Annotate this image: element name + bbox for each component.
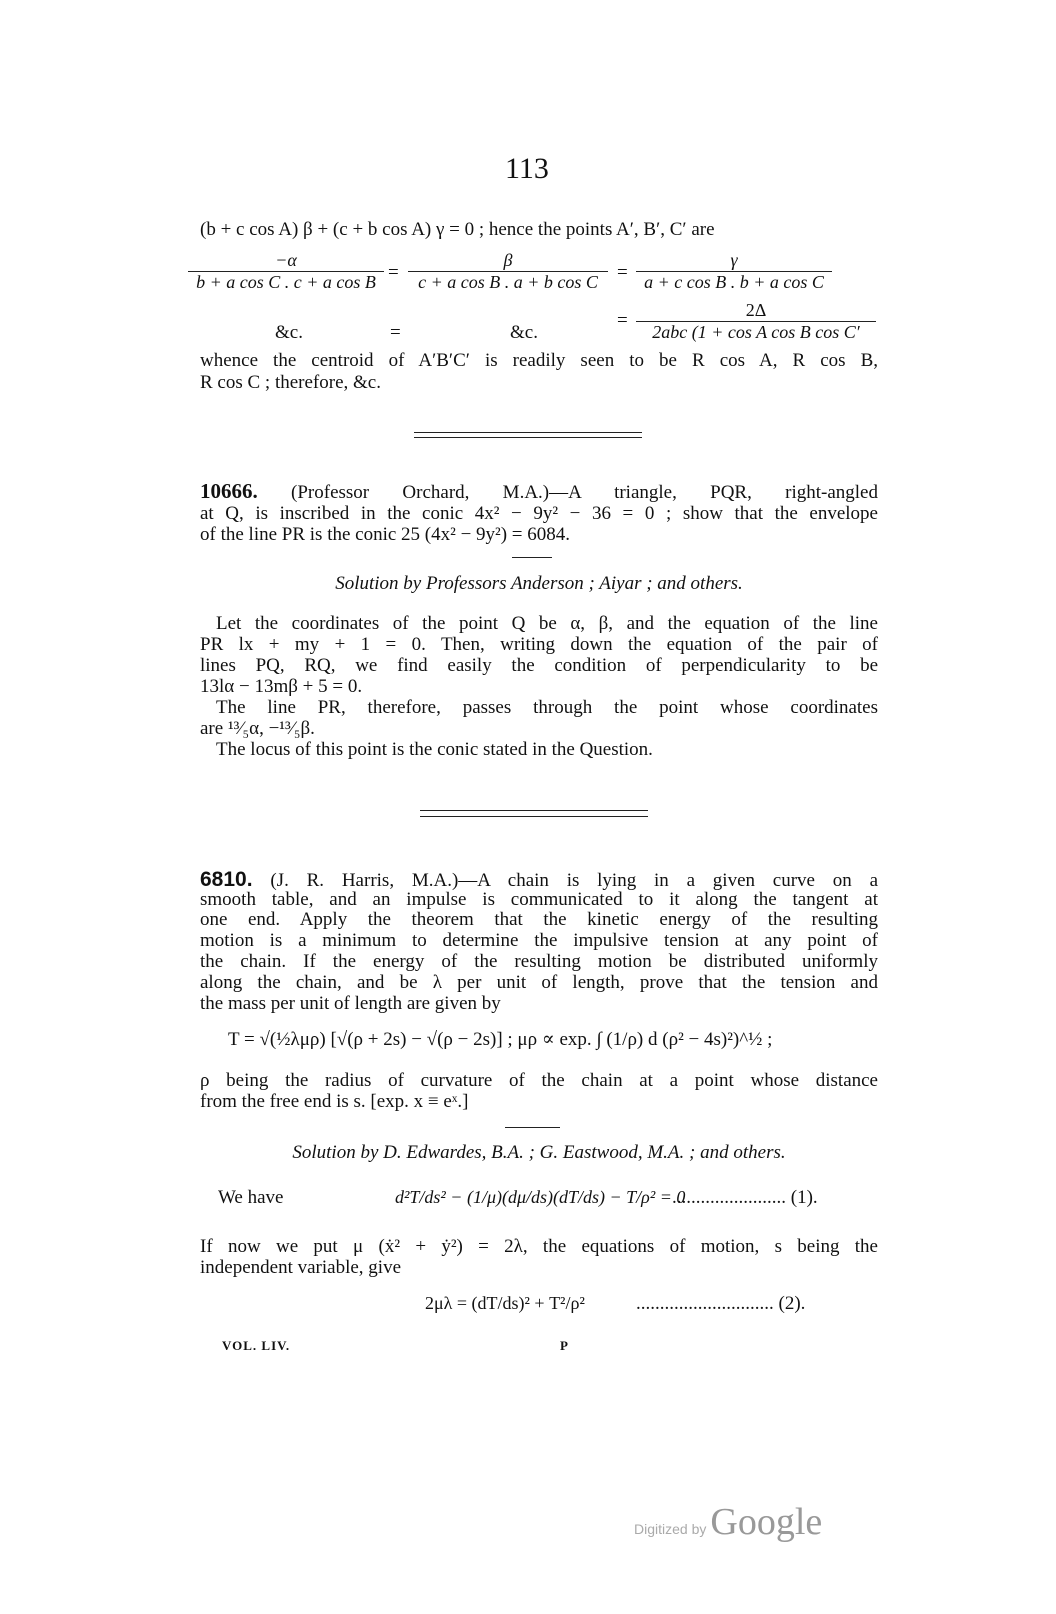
fraction: 2Δ 2abc (1 + cos A cos B cos C′ — [636, 300, 876, 342]
fraction: $\frac{\beta}{\text{c + a cos B . a + b cos C}}$ — [408, 250, 608, 292]
divider — [414, 437, 642, 438]
question-line: at Q, is inscribed in the conic 4x² − 9y² − 36 = 0 ; show that the envelope — [200, 503, 878, 524]
etc: &c. — [510, 322, 538, 343]
solution-by: Solution by Professors Anderson ; Aiyar ; and others. — [335, 573, 743, 594]
equation-2: 2μλ = (dT/ds)² + T²/ρ² — [425, 1293, 585, 1313]
question-line: 10666. (Professor Orchard, M.A.)—A triangle, PQR, right-angled — [200, 479, 878, 503]
body-line: independent variable, give — [200, 1257, 402, 1278]
equals: = — [617, 262, 628, 283]
divider — [414, 432, 642, 433]
body-line: The line PR, therefore, passes through the point whose coordinates — [216, 697, 878, 718]
question-number: 10666. — [200, 479, 258, 503]
signature-mark: P — [560, 1338, 568, 1353]
equals: = — [388, 262, 399, 283]
equals: = — [617, 310, 628, 331]
formula: T = √(½λμρ) [√(ρ + 2s) − √(ρ − 2s)] ; μρ ∝ exp. ∫ (1/ρ) d (ρ² − 4s)²)^½ ; — [228, 1029, 773, 1050]
question-line: the chain. If the energy of the resulting motion be distributed uniformly — [200, 951, 878, 972]
solution-by: Solution by D. Edwardes, B.A. ; G. Eastwood, M.A. ; and others. — [292, 1142, 786, 1163]
we-have-label: We have — [218, 1187, 284, 1208]
page-number: 113 — [505, 152, 549, 185]
question-line: smooth table, and an impulse is communicated to it along the tangent at — [200, 889, 878, 910]
volume-label: VOL. LIV. — [222, 1338, 291, 1353]
fraction: $\frac{-\alpha}{\text{b + a cos C . c + a cos B}}$ — [188, 250, 384, 292]
question-line: one end. Apply the theorem that the kinetic energy of the resulting — [200, 909, 878, 930]
question-line: from the free end is s. [exp. x ≡ eˣ.] — [200, 1091, 469, 1112]
prev-solution-line: whence the centroid of A′B′C′ is readily seen to be R cos A, R cos B, — [200, 350, 878, 371]
watermark: Digitized by Google — [634, 1501, 823, 1543]
body-line: If now we put μ (ẋ² + ẏ²) = 2λ, the equations of motion, s being the — [200, 1236, 878, 1257]
equation-1: d²T/ds² − (1/μ)(dμ/ds)(dT/ds) − T/ρ² = 0 — [395, 1187, 686, 1207]
equation-2-tag: ............................. (2). — [636, 1293, 806, 1314]
body-line: lines PQ, RQ, we find easily the condition of perpendicularity to be — [200, 655, 878, 676]
divider — [420, 810, 648, 811]
equals: = — [390, 322, 401, 343]
body-line: PR lx + my + 1 = 0. Then, writing down the equation of the pair of — [200, 634, 878, 655]
fraction: $\frac{\gamma}{\text{a + c cos B . b + a cos C}}$ — [636, 250, 832, 292]
divider — [420, 816, 648, 817]
question-line: motion is a minimum to determine the impulsive tension at any point of — [200, 930, 878, 951]
question-line: 6810. (J. R. Harris, M.A.)—A chain is lying in a given curve on a — [200, 868, 879, 891]
body-line: 13lα − 13mβ + 5 = 0. — [200, 676, 363, 697]
prev-solution-line: (b + c cos A) β + (c + b cos A) γ = 0 ; hence the points A′, B′, C′ are — [200, 219, 715, 240]
body-line: Let the coordinates of the point Q be α, β, and the equation of the line — [216, 613, 878, 634]
question-line: along the chain, and be λ per unit of length, prove that the tension and — [200, 972, 878, 993]
prev-solution-line: R cos C ; therefore, &c. — [200, 372, 381, 393]
divider — [512, 557, 552, 558]
equation-1-tag: ........................ (1). — [672, 1187, 818, 1208]
body-line: are ¹³⁄₅α, −¹³⁄₅β. — [200, 718, 315, 739]
question-number: 6810. — [200, 868, 253, 891]
etc: &c. — [275, 322, 303, 343]
question-line: the mass per unit of length are given by — [200, 993, 501, 1014]
body-line: The locus of this point is the conic stated in the Question. — [216, 739, 653, 760]
divider — [505, 1127, 560, 1128]
question-line: of the line PR is the conic 25 (4x² − 9y²) = 6084. — [200, 524, 571, 545]
question-line: ρ being the radius of curvature of the chain at a point whose distance — [200, 1070, 878, 1091]
